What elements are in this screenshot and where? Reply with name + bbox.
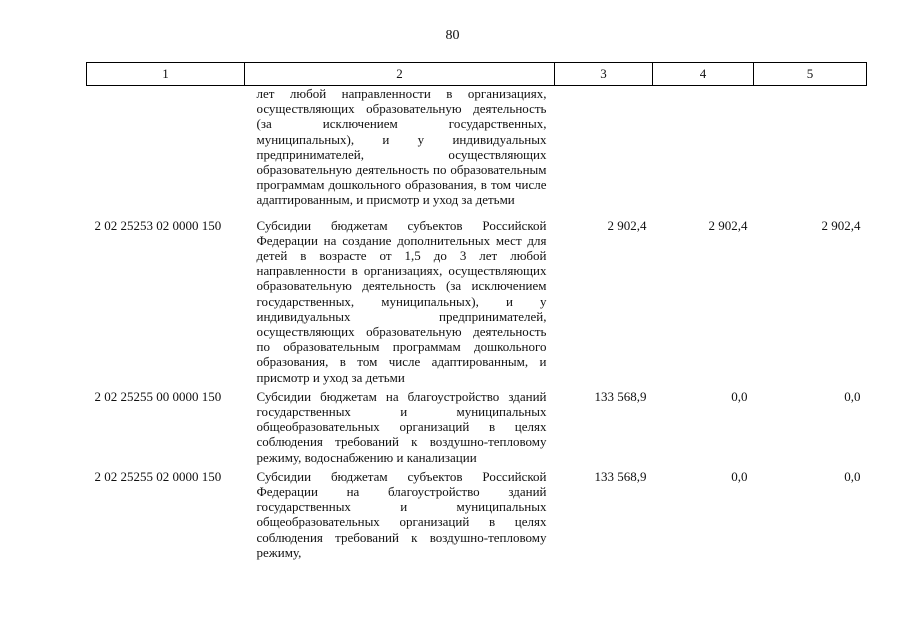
row-code: 2 02 25253 02 0000 150 [94, 217, 222, 233]
row-description: Субсидии бюджетам субъектов Российской Федерации на создание дополнительных мест для детей в возрасте от 1,5 до 3 лет любой направленности в организациях, осуществляющих образовательную деятельность (за исключением государственных, муниципальных), и у индивидуальных предпринимателей, осуществляющих образовательную деятельность по образовательным программам дошкольного образования, в том числе адаптированным, и присмотр и уход за детьми [256, 217, 547, 385]
table-row [87, 218, 867, 389]
budget-table [86, 62, 867, 564]
page-number: 80 [445, 28, 460, 43]
table-row [87, 389, 867, 469]
row-description: лет любой направленности в организациях, осуществляющих образовательную деятельность (за исключением государственных, муниципальных), и у индивидуальных предпринимателей, осуществляющих образовательную деятельность по образовательным программам дошкольного образования, в том числе адаптированным, и присмотр и уход за детьми [256, 86, 547, 208]
row-value-col3: 133 568,9 [594, 468, 647, 484]
table-row [87, 469, 867, 564]
row-value-col3 [555, 86, 653, 218]
column-header-4: 4 [653, 63, 754, 86]
column-header-2: 2 [245, 63, 555, 86]
row-value-col5: 2 902,4 [821, 217, 861, 233]
row-value-col3: 2 902,4 [607, 217, 647, 233]
column-header-1: 1 [87, 63, 245, 86]
table-row [87, 86, 867, 218]
row-value-col5: 0,0 [844, 468, 861, 484]
header-row [87, 63, 867, 86]
row-value-col4: 2 902,4 [708, 217, 748, 233]
row-value-col4: 0,0 [731, 388, 748, 404]
row-value-col4: 0,0 [731, 468, 748, 484]
column-header-5: 5 [754, 63, 867, 86]
table-body [87, 86, 867, 565]
row-code [87, 86, 245, 218]
column-header-3: 3 [555, 63, 653, 86]
row-description: Субсидии бюджетам субъектов Российской Федерации на благоустройство зданий государственных и муниципальных общеобразовательных организаций в целях соблюдения требований к воздушно-тепловому режиму, [256, 468, 547, 560]
row-value-col3: 133 568,9 [594, 388, 647, 404]
row-value-col5 [754, 86, 867, 218]
row-code: 2 02 25255 02 0000 150 [94, 468, 222, 484]
row-description: Субсидии бюджетам на благоустройство зданий государственных и муниципальных общеобразовательных организаций в целях соблюдения требований к воздушно-тепловому режиму, водоснабжению и канализации [256, 388, 547, 465]
row-value-col4 [653, 86, 754, 218]
row-code: 2 02 25255 00 0000 150 [94, 388, 222, 404]
row-value-col5: 0,0 [844, 388, 861, 404]
table-header [87, 63, 867, 86]
